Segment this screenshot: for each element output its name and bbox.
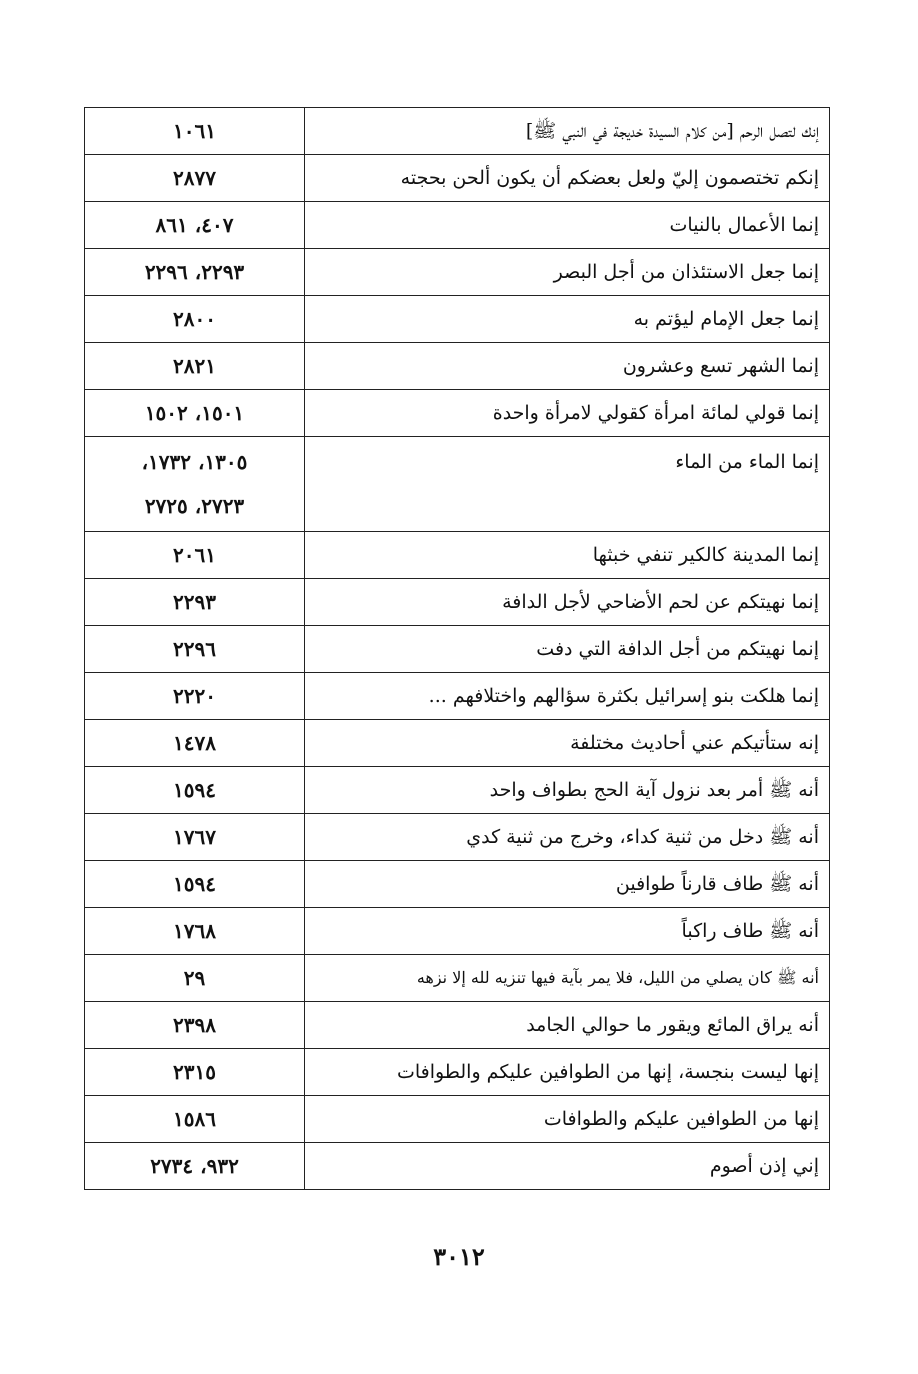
hadith-refs: ٢٢٩٣، ٢٢٩٦ <box>85 249 305 296</box>
hadith-refs-line: ١٣٠٥، ١٧٣٢، <box>141 450 248 474</box>
table-row <box>85 626 830 673</box>
hadith-refs: ١٤٧٨ <box>85 720 305 767</box>
hadith-phrase: إنما قولي لمائة امرأة كقولي لامرأة واحدة <box>305 390 830 437</box>
table-row <box>85 673 830 720</box>
table-row <box>85 1096 830 1143</box>
hadith-phrase: أنه ﷺ دخل من ثنية كداء، وخرج من ثنية كدي <box>305 814 830 861</box>
hadith-phrase: إنما المدينة كالكير تنفي خبثها <box>305 532 830 579</box>
table-row <box>85 108 830 155</box>
hadith-phrase: إنما نهيتكم من أجل الدافة التي دفت <box>305 626 830 673</box>
table-row <box>85 955 830 1002</box>
table-row <box>85 202 830 249</box>
hadith-phrase: أنه يراق المائع ويقور ما حوالي الجامد <box>305 1002 830 1049</box>
table-row <box>85 1049 830 1096</box>
hadith-refs: ١٥٨٦ <box>85 1096 305 1143</box>
hadith-refs: ١٧٦٧ <box>85 814 305 861</box>
hadith-phrase: إنما جعل الإمام ليؤتم به <box>305 296 830 343</box>
hadith-phrase: أنه ﷺ طاف قارناً طوافين <box>305 861 830 908</box>
hadith-phrase: أنه ﷺ كان يصلي من الليل، فلا يمر بآية فيها تنزيه لله إلا نزهه <box>305 955 830 1002</box>
hadith-refs: ١٧٦٨ <box>85 908 305 955</box>
table-row <box>85 296 830 343</box>
hadith-phrase: أنه ﷺ طاف راكباً <box>305 908 830 955</box>
hadith-refs: ١٥٩٤ <box>85 767 305 814</box>
hadith-refs: ١٠٦١ <box>85 108 305 155</box>
hadith-refs: ٢٣٩٨ <box>85 1002 305 1049</box>
hadith-refs: ٤٠٧، ٨٦١ <box>85 202 305 249</box>
hadith-refs: ١٥٩٤ <box>85 861 305 908</box>
hadith-refs: ٢٢٢٠ <box>85 673 305 720</box>
hadith-refs: ٢٢٩٣ <box>85 579 305 626</box>
hadith-phrase: إنما الشهر تسع وعشرون <box>305 343 830 390</box>
table-row <box>85 861 830 908</box>
table-row <box>85 437 830 532</box>
hadith-phrase: إنها ليست بنجسة، إنها من الطوافين عليكم والطوافات <box>305 1049 830 1096</box>
hadith-refs: ٢٨٧٧ <box>85 155 305 202</box>
hadith-index-table <box>84 107 830 1190</box>
table-row <box>85 908 830 955</box>
hadith-phrase: إنك لتصل الرحم [من كلام السيدة خديجة في النبي ﷺ] <box>305 108 830 155</box>
hadith-refs: ٢٢٩٦ <box>85 626 305 673</box>
hadith-refs: ٢٩ <box>85 955 305 1002</box>
table-row <box>85 532 830 579</box>
table-row <box>85 1002 830 1049</box>
hadith-refs: ٢٨٢١ <box>85 343 305 390</box>
table-row <box>85 390 830 437</box>
table-row <box>85 767 830 814</box>
hadith-refs: ٢٨٠٠ <box>85 296 305 343</box>
hadith-refs-line: ٢٧٢٣، ٢٧٢٥ <box>144 494 245 518</box>
table-row <box>85 720 830 767</box>
table-row <box>85 155 830 202</box>
hadith-refs: ١٥٠١، ١٥٠٢ <box>85 390 305 437</box>
hadith-phrase: إنها من الطوافين عليكم والطوافات <box>305 1096 830 1143</box>
page-number: ٣٠١٢ <box>433 1242 485 1271</box>
hadith-phrase: إنما نهيتكم عن لحم الأضاحي لأجل الدافة <box>305 579 830 626</box>
hadith-refs: ٢٣١٥ <box>85 1049 305 1096</box>
hadith-phrase: إنما جعل الاستئذان من أجل البصر <box>305 249 830 296</box>
hadith-phrase: إنكم تختصمون إليّ ولعل بعضكم أن يكون ألحن بحجته <box>305 155 830 202</box>
table-row <box>85 343 830 390</box>
hadith-refs: ٩٣٢، ٢٧٣٤ <box>85 1143 305 1190</box>
table-row <box>85 579 830 626</box>
table-row <box>85 1143 830 1190</box>
hadith-phrase: أنه ﷺ أمر بعد نزول آية الحج بطواف واحد <box>305 767 830 814</box>
table-row <box>85 249 830 296</box>
table-row <box>85 814 830 861</box>
hadith-phrase: إنما الأعمال بالنيات <box>305 202 830 249</box>
hadith-phrase: إنه ستأتيكم عني أحاديث مختلفة <box>305 720 830 767</box>
hadith-phrase: إنما الماء من الماء <box>305 437 830 532</box>
hadith-phrase: إنما هلكت بنو إسرائيل بكثرة سؤالهم واختلافهم ... <box>305 673 830 720</box>
hadith-refs <box>85 437 305 532</box>
hadith-refs: ٢٠٦١ <box>85 532 305 579</box>
hadith-phrase: إني إذن أصوم <box>305 1143 830 1190</box>
